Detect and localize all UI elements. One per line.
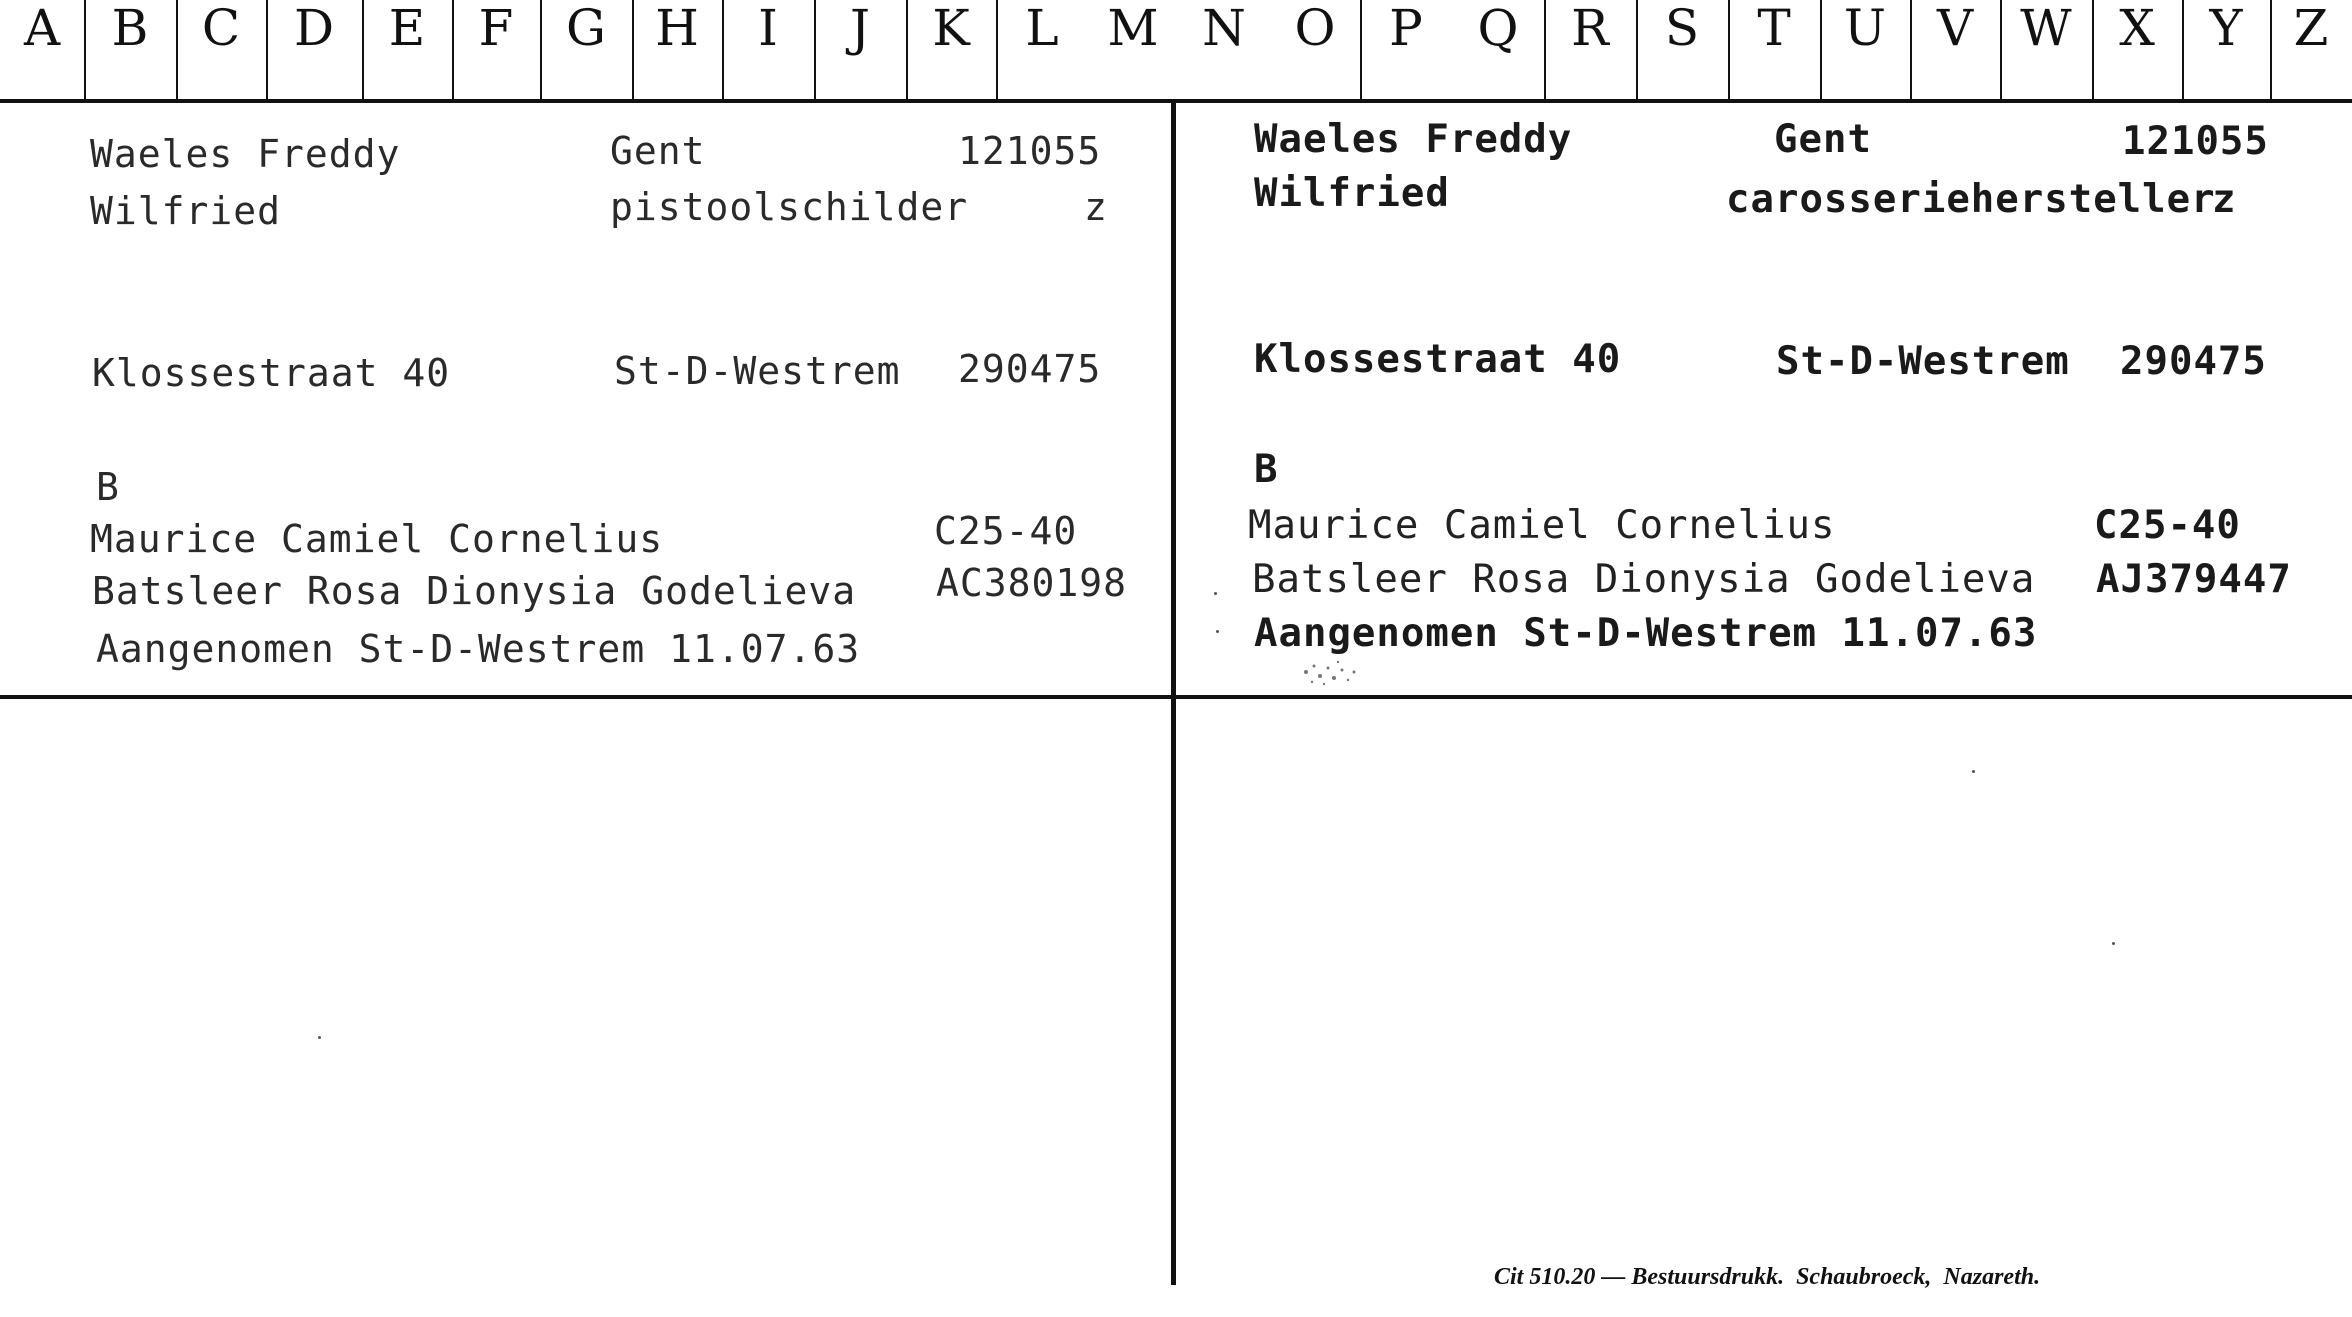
right-town: St-D-Westrem bbox=[1776, 339, 2070, 384]
index-letter-y: Y bbox=[2209, 0, 2243, 57]
index-letter-s: S bbox=[1664, 0, 1700, 57]
index-divider bbox=[722, 0, 724, 100]
index-letter-f: F bbox=[478, 0, 514, 57]
index-letter-w: W bbox=[2020, 0, 2072, 57]
index-divider bbox=[1636, 0, 1638, 100]
left-nationality: B bbox=[96, 465, 120, 509]
index-letter-q: Q bbox=[1477, 0, 1519, 57]
left-birthdate: 121055 bbox=[958, 129, 1102, 173]
right-profession: carosseriehersteller bbox=[1726, 177, 2216, 222]
index-letter-g: G bbox=[566, 0, 606, 57]
left-profession: pistoolschilder bbox=[610, 185, 969, 229]
index-divider bbox=[2092, 0, 2094, 100]
index-divider bbox=[452, 0, 454, 100]
index-divider bbox=[176, 0, 178, 100]
header-rule bbox=[0, 99, 2352, 103]
index-letter-j: J bbox=[849, 0, 871, 57]
stamp-mark bbox=[1296, 652, 1376, 692]
index-letter-r: R bbox=[1571, 0, 1609, 57]
index-divider bbox=[1728, 0, 1730, 100]
index-divider bbox=[632, 0, 634, 100]
left-given-name: Wilfried bbox=[90, 189, 282, 233]
right-birthplace: Gent bbox=[1774, 117, 1872, 162]
index-letter-z: Z bbox=[2293, 0, 2329, 57]
left-note: Aangenomen St-D-Westrem 11.07.63 bbox=[96, 627, 861, 671]
index-divider bbox=[2182, 0, 2184, 100]
index-letter-p: P bbox=[1389, 0, 1423, 57]
index-divider bbox=[2000, 0, 2002, 100]
left-surname: Waeles Freddy bbox=[90, 132, 401, 176]
printer-imprint: Cit 510.20 — Bestuursdrukk. Schaubroeck, Nazareth. bbox=[1494, 1264, 2041, 1290]
index-letter-d: D bbox=[293, 0, 335, 57]
paper-speck bbox=[1214, 592, 1217, 595]
index-divider bbox=[1360, 0, 1362, 100]
index-divider bbox=[996, 0, 998, 100]
right-mother: Batsleer Rosa Dionysia Godelieva bbox=[1252, 557, 2036, 602]
index-divider bbox=[1910, 0, 1912, 100]
right-father: Maurice Camiel Cornelius bbox=[1248, 503, 1836, 548]
center-divider bbox=[1171, 103, 1176, 1285]
paper-speck bbox=[318, 1036, 321, 1039]
right-surname: Waeles Freddy bbox=[1254, 117, 1573, 162]
index-divider bbox=[2270, 0, 2272, 100]
left-date: 290475 bbox=[958, 347, 1102, 391]
index-letter-x: X bbox=[2119, 0, 2155, 57]
index-divider bbox=[906, 0, 908, 100]
left-father: Maurice Camiel Cornelius bbox=[90, 517, 664, 561]
right-mother-ref: AJ379447 bbox=[2096, 557, 2292, 602]
middle-rule bbox=[0, 695, 2352, 699]
paper-speck bbox=[2112, 942, 2115, 945]
right-date: 290475 bbox=[2120, 339, 2267, 384]
left-mother: Batsleer Rosa Dionysia Godelieva bbox=[92, 569, 857, 613]
index-letter-b: B bbox=[111, 0, 149, 57]
right-note: Aangenomen St-D-Westrem 11.07.63 bbox=[1254, 611, 2038, 656]
right-birthdate: 121055 bbox=[2122, 119, 2269, 164]
right-street: Klossestraat 40 bbox=[1254, 337, 1622, 382]
paper-speck bbox=[1216, 630, 1219, 633]
index-letter-k: K bbox=[932, 0, 970, 57]
left-father-ref: C25-40 bbox=[934, 509, 1078, 553]
index-divider bbox=[540, 0, 542, 100]
index-divider bbox=[84, 0, 86, 100]
left-town: St-D-Westrem bbox=[614, 349, 901, 393]
index-letter-v: V bbox=[1936, 0, 1974, 57]
alphabet-index bbox=[0, 0, 2352, 100]
index-divider bbox=[362, 0, 364, 100]
left-status: z bbox=[1084, 185, 1108, 229]
right-nationality: B bbox=[1254, 447, 1279, 492]
index-letter-o: O bbox=[1294, 0, 1336, 57]
right-father-ref: C25-40 bbox=[2094, 503, 2241, 548]
paper-speck bbox=[1972, 770, 1975, 773]
index-letter-t: T bbox=[1757, 0, 1791, 57]
left-mother-ref: AC380198 bbox=[936, 561, 1128, 605]
right-status: z bbox=[2212, 177, 2237, 222]
index-letter-n: N bbox=[1202, 0, 1246, 57]
left-street: Klossestraat 40 bbox=[92, 351, 451, 395]
index-divider bbox=[1544, 0, 1546, 100]
index-letter-m: M bbox=[1107, 0, 1159, 57]
index-divider bbox=[814, 0, 816, 100]
index-letter-e: E bbox=[388, 0, 426, 57]
index-letter-c: C bbox=[201, 0, 241, 57]
index-divider bbox=[1820, 0, 1822, 100]
left-birthplace: Gent bbox=[610, 129, 706, 173]
index-letter-l: L bbox=[1025, 0, 1059, 57]
index-letter-h: H bbox=[655, 0, 699, 57]
index-letter-i: I bbox=[758, 0, 778, 57]
right-given-name: Wilfried bbox=[1254, 171, 1450, 216]
index-letter-a: A bbox=[23, 0, 61, 57]
index-divider bbox=[266, 0, 268, 100]
index-letter-u: U bbox=[1843, 0, 1887, 57]
